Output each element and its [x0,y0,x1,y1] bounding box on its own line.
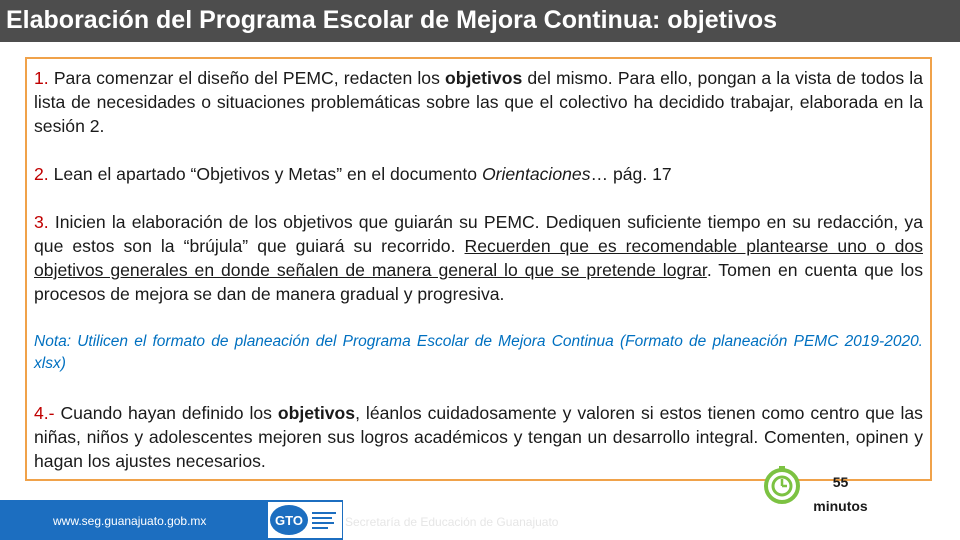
time-estimate [808,470,873,518]
instruction-text: Lean el apartado “Objetivos y Metas” en el documento [48,164,482,184]
instruction-text: Cuando hayan definido los [54,403,278,423]
footer-org: Secretaría de Educación de Guanajuato [345,515,559,529]
instruction-bold: objetivos [277,403,356,423]
clock-icon [762,465,802,505]
instruction-1 [34,66,923,138]
instructions-box [25,57,932,481]
page-title: Elaboración del Programa Escolar de Mejora Continua: objetivos [6,6,778,34]
instruction-2 [34,162,923,186]
logo-text: GTO [275,513,303,528]
instruction-3 [34,210,923,306]
instruction-text: . Tomen en cuenta que los procesos de mejora se dan de manera gradual y progresiva. [34,260,923,304]
instruction-text: del mismo. Para ello, pongan a la vista de todos la lista de necesidades o situaciones problemáticas sobre las que el colectivo ha decidido trabajar, elaborada en la sesión 2. [34,68,923,136]
title-bar [0,0,960,42]
instruction-text: … pág. 17 [590,164,672,184]
instruction-number: 2. [34,164,49,184]
instruction-bold: objetivos [445,68,523,88]
instruction-number: 4.- [34,403,55,423]
instruction-text: , léanlos cuidadosamente y valoren si estos tienen como centro que las niñas, niños y adolescentes mejoren sus logros académicos y tengan un desarrollo integral. Comenten, opinen y hagan los ajustes necesarios. [34,403,923,471]
time-value: 55 [832,474,849,490]
instruction-number: 3. [34,212,49,232]
instruction-number: 1. [34,68,49,88]
instruction-4 [34,401,923,473]
instruction-underlined: Recuerden que es recomendable plantearse uno o dos objetivos generales en donde señalen de manera general lo que se pretende lograr [34,236,923,280]
instruction-italic: Orientaciones [481,164,591,184]
instruction-text: Para comenzar el diseño del PEMC, redacten los [48,68,446,88]
gto-logo [268,502,342,538]
note: Nota: Utilicen el formato de planeación del Programa Escolar de Mejora Continua (Formato de planeación PEMC 2019-2020. xlsx) [34,333,923,372]
footer-url[interactable]: www.seg.guanajuato.gob.mx [53,514,207,528]
instruction-text: Inicien la elaboración de los objetivos que guiarán su PEMC. Dediquen suficiente tiempo en su redacción, ya que estos son la “brújula” que guiará su recorrido. [34,212,923,256]
time-unit: minutos [813,498,868,514]
